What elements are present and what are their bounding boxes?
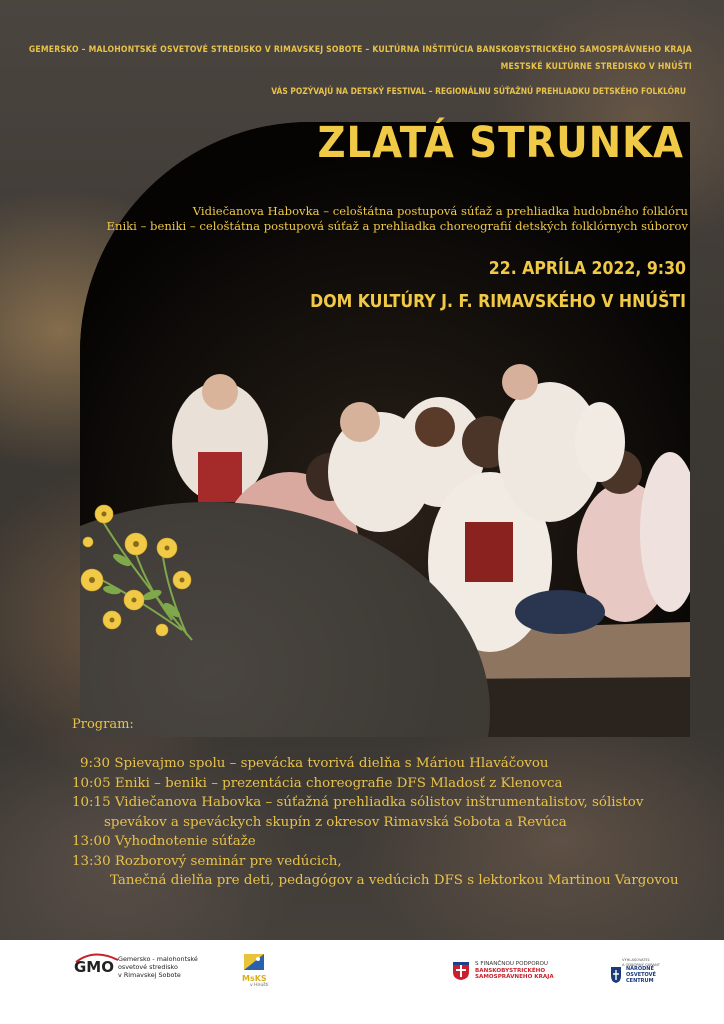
organizers-header	[0, 42, 724, 76]
program-item: 13:30 Rozborový seminár pre vedúcich,	[72, 853, 342, 869]
invitation-line: VÁS POZÝVAJÚ NA DETSKÝ FESTIVAL – REGIONÁLNU SÚŤAŽNÚ PREHLIADKU DETSKÉHO FOLKLÓRU	[271, 86, 686, 96]
gmo-text-line: Gemersko - malohontské	[118, 955, 198, 963]
bbsk-shield-icon	[452, 961, 470, 981]
noc-text	[626, 966, 656, 984]
bbsk-text-line: SAMOSPRÁVNEHO KRAJA	[475, 974, 554, 981]
noc-logo	[610, 966, 656, 984]
organizers-line-1: GEMERSKO – MALOHONTSKÉ OSVETOVÉ STREDISKO V RIMAVSKEJ SOBOTE – KULTÚRNA INŠTITÚCIA BANSKOBYSTRICKÉHO SAMOSPRÁVNEHO KRAJA	[28, 45, 692, 55]
noc-text-line: NÁRODNÉ	[626, 966, 654, 972]
program-item: 10:05 Eniki – beniki – prezentácia choreografie DFS Mladosť z Klenovca	[72, 775, 563, 791]
program-item: Tanečná dielňa pre deti, pedagógov a vedúcich DFS s lektorkou Martinou Vargovou	[110, 873, 679, 888]
msks-mark: MsKS	[242, 974, 267, 983]
program-item: 13:00 Vyhodnotenie súťaže	[72, 834, 256, 849]
gmo-text	[118, 955, 198, 979]
event-date: 22. APRÍLA 2022, 9:30	[488, 259, 686, 279]
msks-logo	[242, 952, 269, 988]
noc-emblem-icon	[610, 966, 622, 984]
noc-caption-line: VYHLASOVATEĽ	[622, 958, 650, 962]
event-venue: DOM KULTÚRY J. F. RIMAVSKÉHO V HNÚŠTI	[310, 292, 686, 312]
subtitle-habovka: Vidiečanova Habovka – celoštátna postupová súťaž a prehliadka hudobného folklóru	[192, 204, 688, 218]
festival-title: ZLATÁ STRUNKA	[317, 118, 684, 168]
flower-icon	[72, 500, 212, 650]
gmo-mark: GMO	[74, 958, 114, 976]
program-item: spevákov a speváckych skupín z okresov Rimavská Sobota a Revúca	[104, 814, 567, 830]
gmo-arc-icon	[74, 950, 120, 964]
gmo-text-line: osvetové stredisko	[118, 963, 178, 971]
bbsk-text	[475, 961, 554, 981]
subtitle-eniki-beniki: Eniki – beniki – celoštátna postupová súťaž a prehliadka choreografií detských folklórnych súborov	[106, 219, 688, 233]
noc-caption-line: A ODBORNÝ GARANT	[622, 962, 660, 967]
gmo-text-line: v Rimavskej Sobote	[118, 971, 181, 979]
bbsk-text-line: BANSKOBYSTRICKÉHO	[475, 967, 546, 974]
msks-flag-icon	[242, 952, 266, 974]
program-item: 9:30 Spievajmo spolu – spevácka tvorivá dielňa s Máriou Hlaváčovou	[80, 756, 549, 771]
program-label: Program:	[72, 717, 134, 732]
gmo-logo	[74, 955, 198, 979]
noc-text-line: OSVETOVÉ	[626, 972, 656, 978]
bbsk-logo	[452, 961, 554, 981]
program-item: 10:15 Vidiečanova Habovka – súťažná prehliadka sólistov inštrumentalistov, sólistov	[72, 795, 644, 810]
noc-text-line: CENTRUM	[626, 978, 654, 984]
msks-sub: v Hnúšti	[250, 983, 269, 988]
bbsk-text-line: S FINANČNOU PODPOROU	[475, 961, 549, 968]
organizers-line-2: MESTSKÉ KULTÚRNE STREDISKO V HNÚŠTI	[500, 62, 692, 72]
